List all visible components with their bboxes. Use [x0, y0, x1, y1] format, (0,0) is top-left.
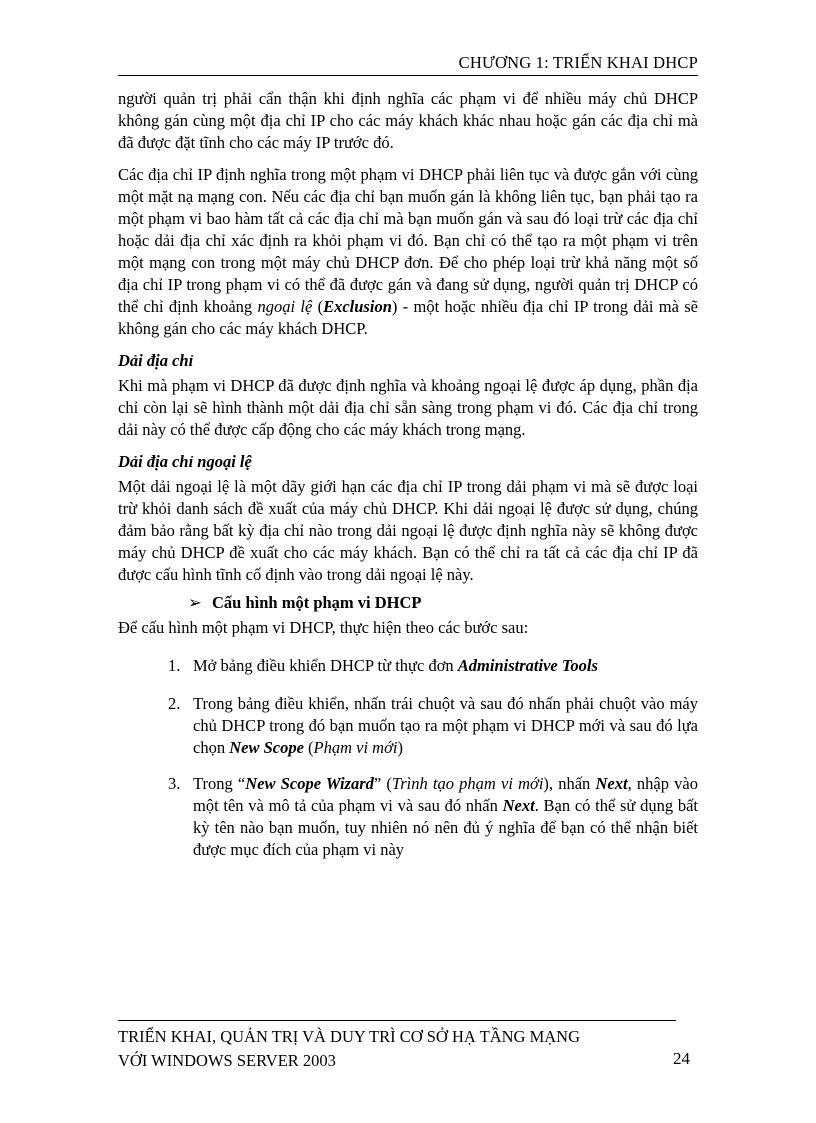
step-strong: New Scope: [229, 738, 304, 757]
paragraph-3: Khi mà phạm vi DHCP đã được định nghĩa và khoảng ngoại lệ được áp dụng, phần địa chỉ còn lại sẽ hình thành một dải địa chỉ sẵn sàng trong phạm vi đó. Các địa chỉ trong dải này có thể được cấp động cho các máy khách trong mạng.: [118, 376, 698, 439]
step-strong: Administrative Tools: [457, 656, 598, 675]
step-strong: New Scope Wizard: [245, 774, 374, 793]
step-text: ): [397, 738, 403, 757]
paragraph-2-strong: Exclusion: [323, 297, 392, 316]
paragraph-2-text-b: (: [312, 297, 324, 316]
step-em: Phạm vi mới: [313, 738, 398, 757]
footer: [118, 1025, 580, 1073]
step-text: ” (: [373, 774, 392, 793]
paragraph-1: người quản trị phải cẩn thận khi định nghĩa các phạm vi để nhiều máy chủ DHCP không gán cùng một địa chỉ IP cho các máy khách khác nhau hoặc gán các địa chỉ mà đã được đặt tĩnh cho các máy IP trước đó.: [118, 89, 698, 152]
step-text: Trong “: [193, 774, 246, 793]
section-heading: [118, 592, 698, 614]
step-text: , nhập vào một tên và mô tả của phạm vi và sau đó nhấn: [193, 774, 698, 815]
step-strong: Next: [595, 774, 628, 793]
list-item: [118, 655, 698, 677]
step-em: Trình tạo phạm vi mới: [391, 774, 544, 793]
step-text: (: [303, 738, 314, 757]
subheading-address-range: Dải địa chỉ: [118, 351, 194, 370]
steps-intro: Để cấu hình một phạm vi DHCP, thực hiện theo các bước sau:: [118, 618, 529, 637]
paragraph-2-text-c: ) - một hoặc nhiều địa chỉ IP trong dải mà sẽ không gán cho các máy khách DHCP.: [118, 297, 698, 338]
step-strong: Next: [502, 796, 535, 815]
paragraph-2-text-a: Các địa chỉ IP định nghĩa trong một phạm vi DHCP phải liên tục và được gắn với cùng một mặt nạ mạng con. Nếu các địa chỉ bạn muốn gán là không liên tục, bạn phải tạo ra một phạm vi bao hàm tất cả các địa chỉ mà bạn muốn gán và sau đó loại trừ các địa chỉ hoặc dải địa chỉ xác định ra khỏi phạm vi đó. Bạn chỉ có thể tạo ra một phạm vi trên một mạng con trong một máy chủ DHCP đơn. Để cho phép loại trừ khả năng một số địa chỉ IP trong phạm vi có thể đã được gán và đang sử dụng, người quản trị DHCP có thể chỉ định khoảng: [118, 165, 698, 316]
running-header: CHƯƠNG 1: TRIỂN KHAI DHCP: [458, 53, 698, 72]
step-text: ), nhấn: [543, 774, 596, 793]
steps-list: [118, 655, 698, 861]
step-text: Trong bảng điều khiển, nhấn trái chuột và sau đó nhấn phải chuột vào máy chủ DHCP trong đó bạn muốn tạo ra một phạm vi DHCP mới và sau đó lựa chọn: [193, 694, 698, 757]
list-item: [118, 693, 698, 759]
step-text: Mở bảng điều khiển DHCP từ thực đơn: [193, 656, 458, 675]
footer-line-2: VỚI WINDOWS SERVER 2003: [118, 1051, 336, 1070]
step-number: 1.: [168, 656, 181, 675]
step-number: 3.: [168, 774, 181, 793]
header-rule: [118, 75, 698, 76]
subheading-exclusion-range: Dải địa chỉ ngoại lệ: [118, 452, 252, 471]
footer-rule: [118, 1020, 676, 1021]
page-number: 24: [673, 1049, 690, 1068]
arrow-bullet-icon: ➢: [188, 593, 202, 612]
step-number: 2.: [168, 694, 181, 713]
step-text: . Bạn có thể sử dụng bất kỳ tên nào bạn muốn, tuy nhiên nó nên đủ ý nghĩa để bạn có thể nhận biết được mục đích của phạm vi này: [193, 796, 698, 859]
paragraph-2: [118, 164, 698, 340]
footer-line-1: TRIỂN KHAI, QUẢN TRỊ VÀ DUY TRÌ CƠ SỞ HẠ TẦNG MẠNG: [118, 1027, 580, 1046]
paragraph-2-em: ngoại lệ: [257, 297, 313, 316]
section-heading-text: Cấu hình một phạm vi DHCP: [212, 593, 422, 612]
paragraph-4: Một dải ngoại lệ là một dãy giới hạn các địa chỉ IP trong dải phạm vi mà sẽ được loại trừ khỏi danh sách đề xuất của máy chủ DHCP. Khi dải ngoại lệ được sử dụng, chúng đảm bảo rằng bất kỳ địa chỉ nào trong dải ngoại lệ được định nghĩa này sẽ không được máy chủ DHCP đề xuất cho các máy khách. Bạn có thể chỉ ra tất cả các địa chỉ IP đã được cấu hình tĩnh cố định vào trong dải ngoại lệ này.: [118, 477, 698, 584]
page-body: [118, 88, 698, 872]
list-item: [118, 773, 698, 861]
